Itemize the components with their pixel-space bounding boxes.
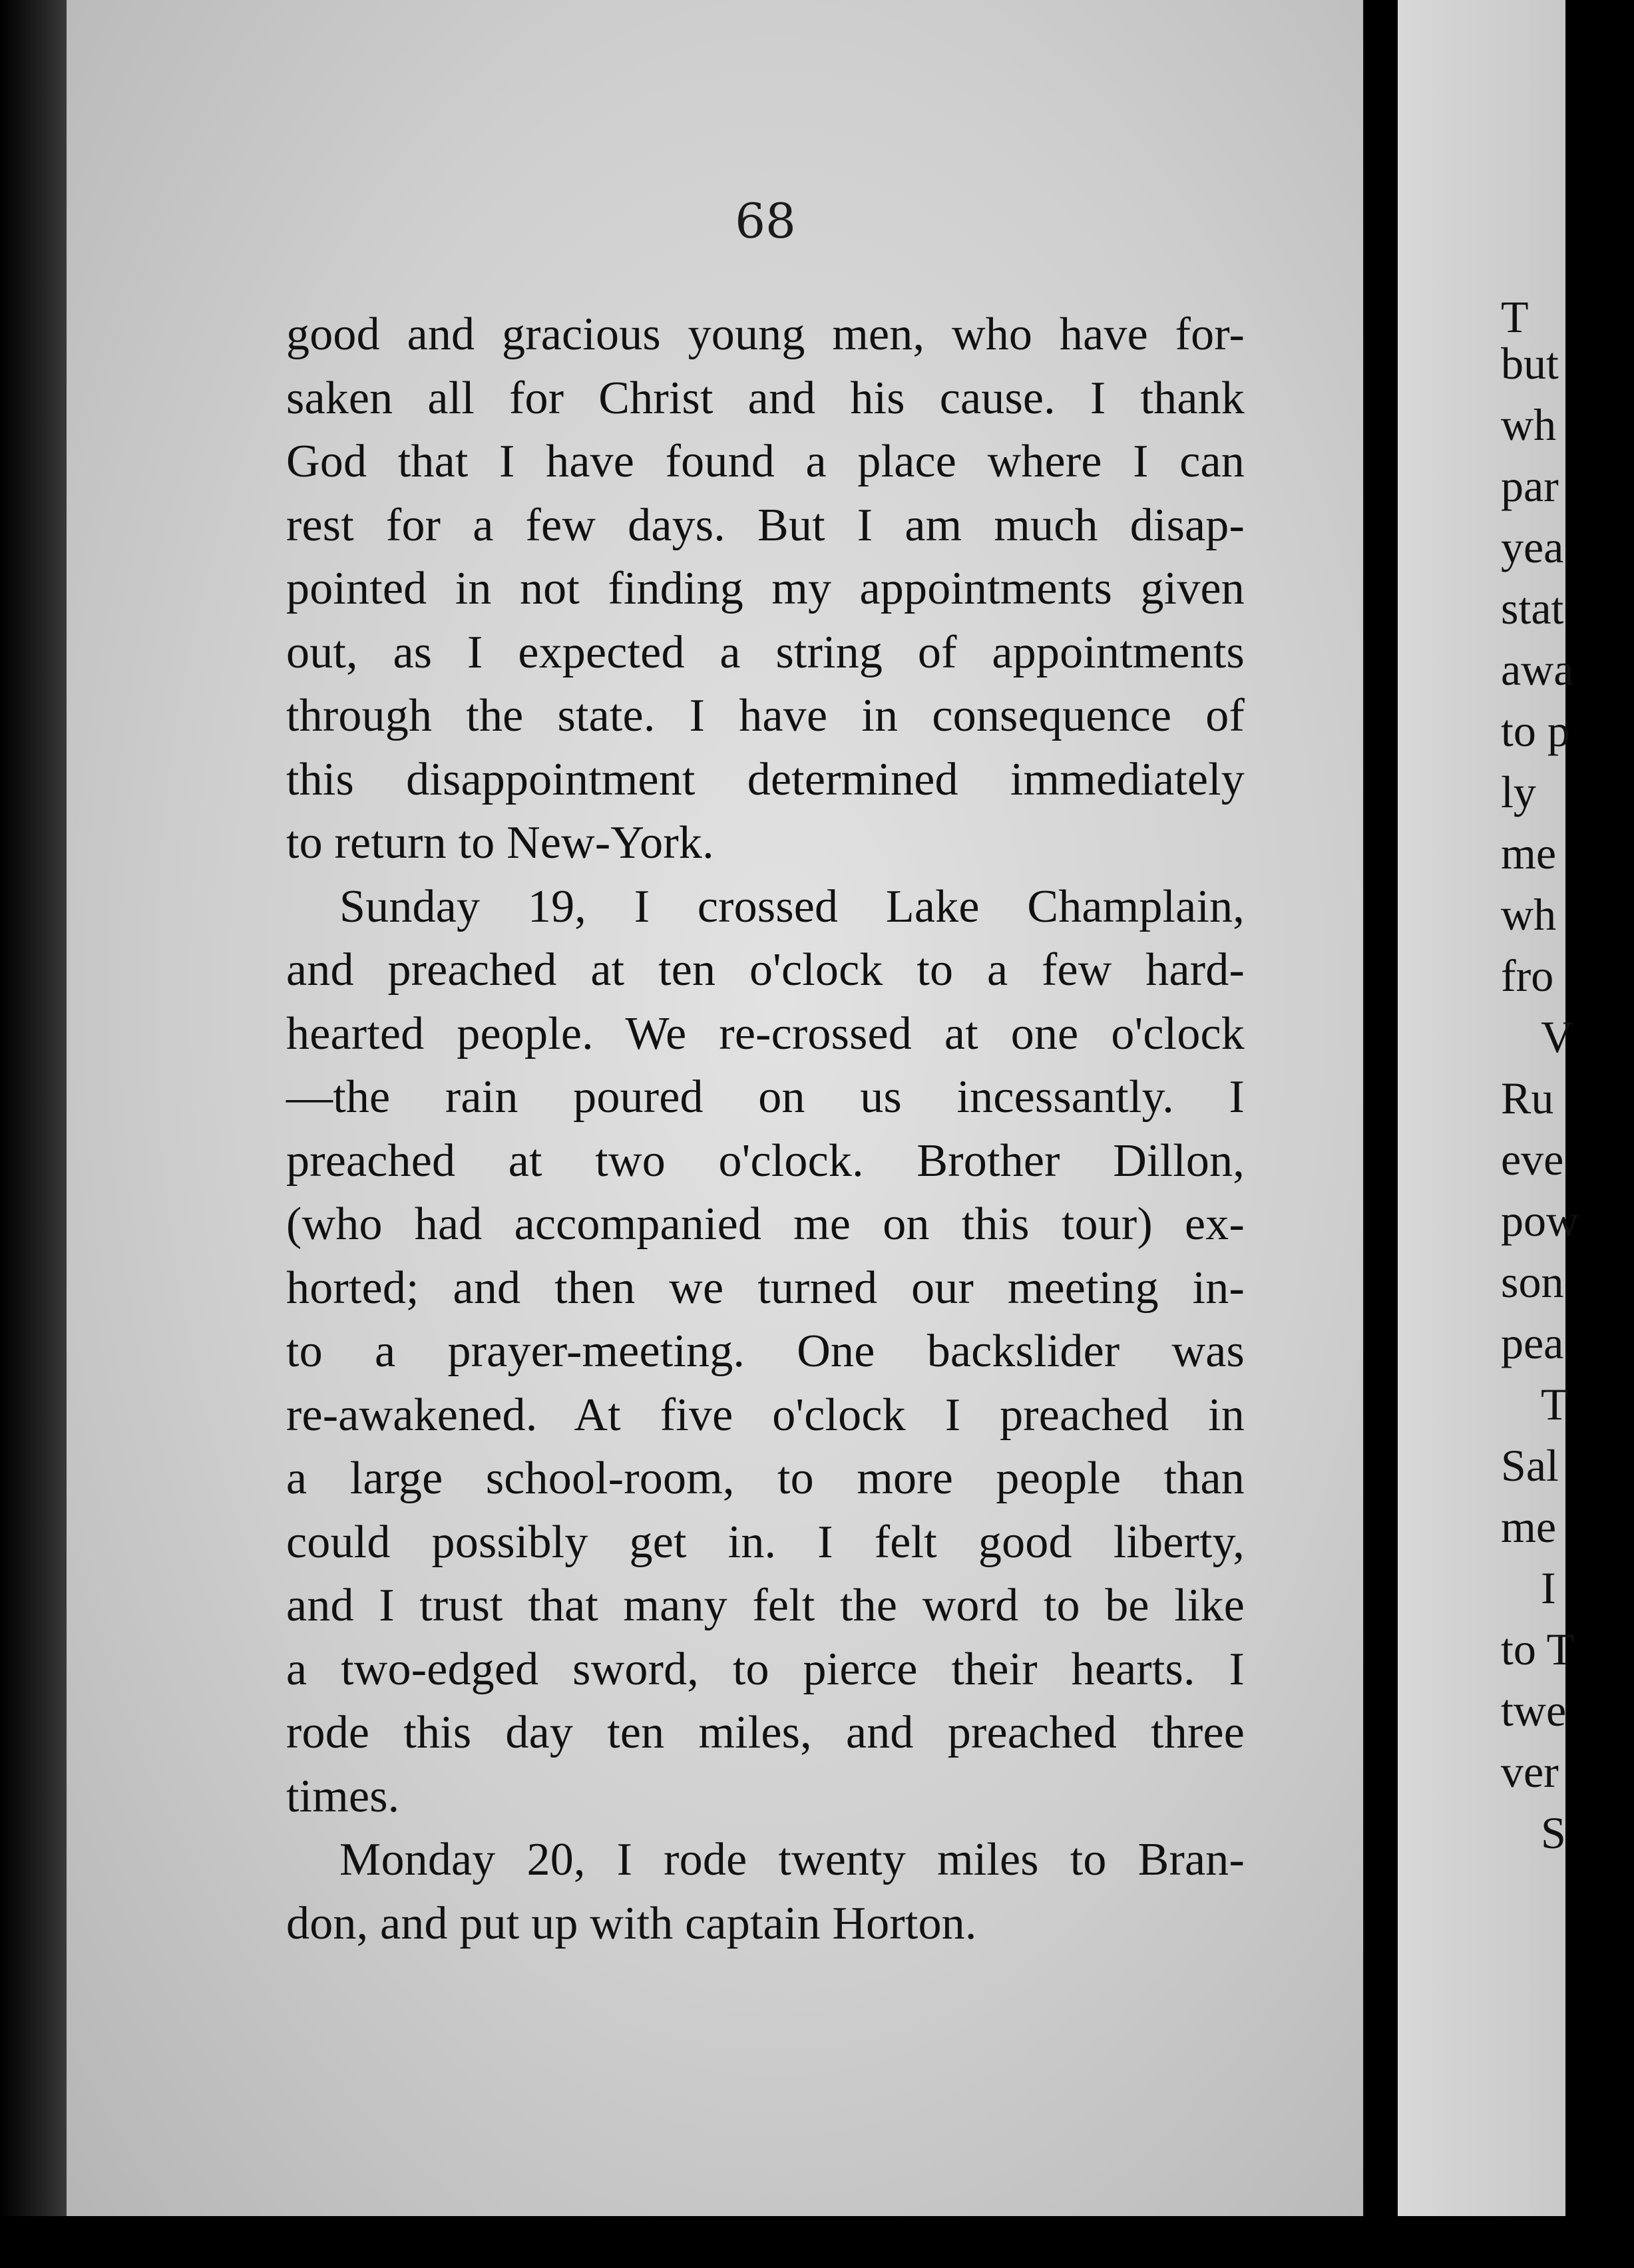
text-line: don, and put up with captain Horton. [286,1897,977,1949]
text-line: pointed in not finding my appointments given [286,563,1245,614]
text-line: rest for a few days. But I am much disap- [286,499,1245,551]
text-line: out, as I expected a string of appointments [286,626,1245,678]
text-line: times. [286,1770,400,1822]
facing-text-line: Sal [1501,1440,1559,1491]
text-line: this disappointment determined immediately [286,753,1245,805]
facing-text-line: son [1501,1256,1564,1307]
text-line: rode this day ten miles, and preached three [286,1707,1245,1758]
text-line: and I trust that many felt the word to be like [286,1580,1245,1631]
text-line: a large school-room, to more people than [286,1453,1245,1504]
facing-text-line: eve [1501,1134,1564,1185]
facing-text-line: awa [1501,644,1574,695]
facing-text-line: pow [1501,1195,1579,1246]
facing-text-line: pea [1501,1318,1564,1368]
facing-text-line: par [1501,461,1559,511]
text-line: a two-edged sword, to pierce their hearts. I [286,1643,1245,1695]
text-line: hearted people. We re-crossed at one o'clock [286,1008,1245,1059]
facing-text-line: me [1501,1501,1557,1552]
text-line: preached at two o'clock. Brother Dillon, [286,1135,1245,1187]
text-line: to a prayer-meeting. One backslider was [286,1326,1245,1377]
page-number: 68 [735,193,796,249]
facing-text-line: T [1541,1379,1569,1429]
text-line: God that I have found a place where I can [286,436,1245,487]
facing-text-line: to T [1501,1624,1575,1674]
facing-text-line: but [1501,338,1559,389]
text-line: re-awakened. At five o'clock I preached in [286,1389,1245,1441]
page-body-text [286,303,1245,1955]
facing-text-line: T [1501,291,1529,342]
facing-text-line: to p [1501,705,1570,756]
facing-text-line: Ru [1501,1073,1554,1123]
facing-text-line: stat [1501,583,1564,634]
facing-text-line: S [1541,1807,1566,1858]
text-line: Monday 20, I rode twenty miles to Bran- [339,1834,1245,1885]
text-line: saken all for Christ and his cause. I thank [286,372,1245,424]
text-line: to return to New-York. [286,817,714,868]
text-line: could possibly get in. I felt good liberty, [286,1516,1245,1568]
facing-text-line: wh [1501,889,1557,940]
text-line: and preached at ten o'clock to a few hard- [286,944,1245,996]
text-line: horted; and then we turned our meeting in- [286,1262,1245,1314]
facing-text-line: V [1541,1012,1574,1062]
facing-text-line: twe [1501,1685,1567,1736]
text-line: Sunday 19, I crossed Lake Champlain, [339,880,1245,932]
text-line: through the state. I have in consequence of [286,690,1245,741]
facing-page-text [1501,291,1634,1863]
facing-text-line: wh [1501,399,1557,450]
text-line: (who had accompanied me on this tour) ex- [286,1199,1245,1250]
facing-text-line: ver [1501,1746,1559,1797]
page-gutter [1364,0,1398,2268]
bottom-scan-edge [0,2216,1565,2268]
facing-text-line: yea [1501,522,1564,572]
text-line: good and gracious young men, who have for- [286,309,1245,360]
facing-text-line: me [1501,828,1557,878]
facing-text-line: ly [1501,767,1536,817]
facing-text-line: I [1541,1563,1556,1613]
book-binding-edge [0,0,67,2268]
facing-text-line: fro [1501,950,1554,1001]
text-line: —the rain poured on us incessantly. I [286,1071,1245,1123]
